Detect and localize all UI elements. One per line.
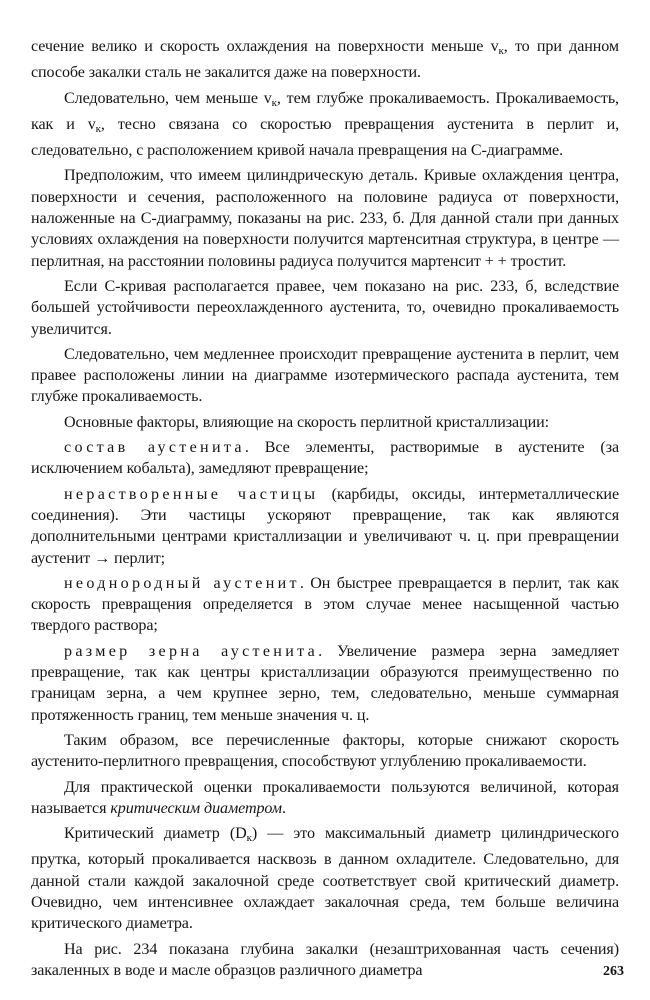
paragraph: Основные факторы, влияющие на скорость перлитной кристаллизации: xyxy=(64,413,549,431)
paragraph: Если С-кривая располагается правее, чем показано на рис. 233, б, вследствие большей устойчивости переохлажденного аустенита, то, очевидно прокаливаемость увеличится. xyxy=(31,277,619,338)
paragraph: Критический диаметр $(D_к)$ — это максимальный диаметр цилиндрического прутка, который прокаливается насквозь в данном охладителе. Следовательно, для данной стали каждой закалочной среде соответствует свой критический диаметр. Очевидно, чем интенсивнее охлаждает закалочная среда, тем больше величина критического диаметра. xyxy=(31,825,619,933)
page-number: 263 xyxy=(603,964,624,979)
paragraph: Следовательно, чем медленнее происходит превращение аустенита в перлит, чем правее расположены линии на диаграмме изотермического распада аустенита, тем глубже прокаливаемость. xyxy=(31,345,619,406)
paragraph: Для практической оценки прокаливаемости пользуются величиной, которая называется критическим диаметром. xyxy=(31,778,619,817)
page-text xyxy=(31,36,619,985)
paragraph: Следовательно, чем меньше $v_к$, тем глубже прокаливаемость. Прокаливаемость, как и $v_к$, тесно связана со скоростью превращения аустенита в перлит и, следовательно, с расположением кривой начала превращения на С-диаграмме. xyxy=(31,89,620,160)
paragraph: сечение велико и скорость охлаждения на поверхности меньше $v_к$, то при данном способе закалки сталь не закалится даже на поверхности. xyxy=(31,38,619,82)
paragraph: размер зерна аустенита. Увеличение размера зерна замедляет превращение, так как центры кристаллизации образуются преимущественно по границам зерна, а чем крупнее зерно, тем, следовательно, меньше суммарная протяженность границ, тем меньше значения ч. ц. xyxy=(31,642,619,724)
paragraph: На рис. 234 показана глубина закалки (незаштрихованная часть сечения) закаленных в воде и масле образцов различного диаметра xyxy=(31,940,619,979)
paragraph: Таким образом, все перечисленные факторы, которые снижают скорость аустенито-перлитного превращения, способствуют углублению прокаливаемости. xyxy=(31,731,619,771)
paragraph: неоднородный аустенит. Он быстрее превращается в перлит, так как скорость превращения определяется в этом случае менее насыщенной частью твердого раствора; xyxy=(31,574,619,635)
paragraph: нерастворенные частицы (карбиды, оксиды, интерметаллические соединения). Эти частицы ускоряют превращение, так как являются дополнительными центрами кристаллизации и увеличивают ч. ц. при превращении аустенит → перлит; xyxy=(31,485,619,567)
paragraph: Предположим, что имеем цилиндрическую деталь. Кривые охлаждения центра, поверхности и сечения, расположенного на половине радиуса от поверхности, наложенные на С-диаграмму, показаны на рис. 233, б. Для данной стали при данных условиях охлаждения на поверхности получится мартенситная структура, в центре — перлитная, на расстоянии половины радиуса получится мартенсит + + тростит. xyxy=(31,167,619,270)
paragraph: состав аустенита. Все элементы, растворимые в аустените (за исключением кобальта), замедляют превращение; xyxy=(31,439,619,478)
